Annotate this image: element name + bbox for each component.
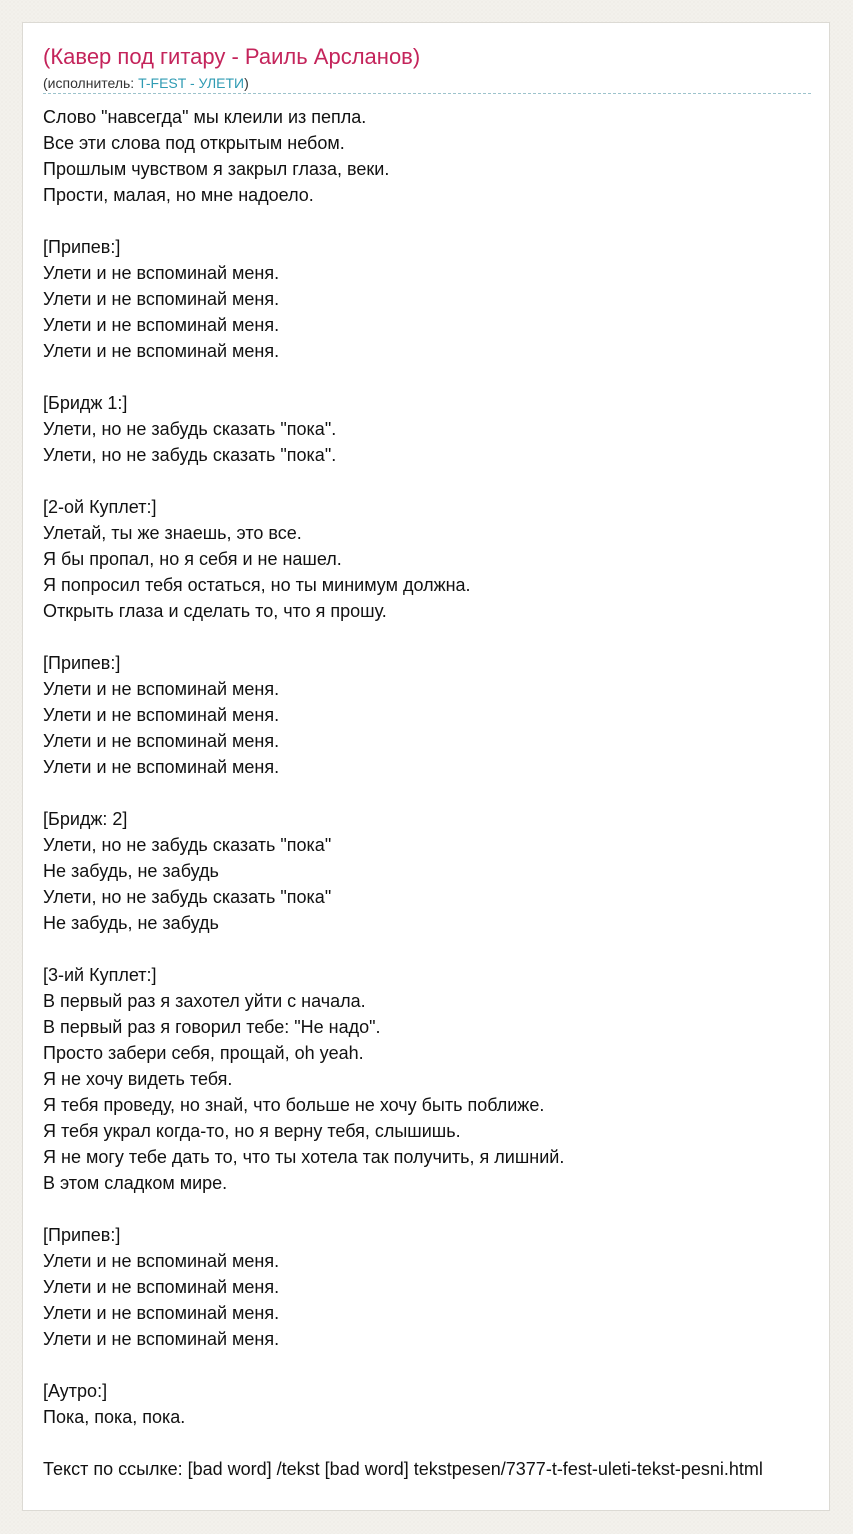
lyrics-text: Слово "навсегда" мы клеили из пепла. Все эти слова под открытым небом. Прошлым чувством я закрыл глаза, веки. Прости, малая, но мне надоело. [Припев:] Улети и не вспоминай меня. Улети и не вспоминай меня. Улети и не вспоминай меня. Улети и не вспоминай меня. [Бридж 1:] Улети, но не забудь сказать "пока". Улети, но не забудь сказать "пока". [2-ой Куплет:] Улетай, ты же знаешь, это все. Я бы пропал, но я себя и не нашел. Я попросил тебя остаться, но ты минимум должна. Открыть глаза и сделать то, что я прошу. [Припев:] Улети и не вспоминай меня. Улети и не вспоминай меня. Улети и не вспоминай меня. Улети и не вспоминай меня. [Бридж: 2] Улети, но не забудь сказать "пока" Не забудь, не забудь Улети, но не забудь сказать "пока" Не забудь, не забудь [3-ий Куплет:] В первый раз я захотел уйти с начала. В первый раз я говорил тебе: "Не надо". Просто забери себя, прощай, oh yeah. Я не хочу видеть тебя. Я тебя проведу, но знай, что больше не хочу быть поближе. Я тебя украл когда-то, но я верну тебя, слышишь. Я не могу тебе дать то, что ты хотела так получить, я лишний. В этом сладком мире. [Припев:] Улети и не вспоминай меня. Улети и не вспоминай меня. Улети и не вспоминай меня. Улети и не вспоминай меня. [Аутро:] Пока, пока, пока. [43,107,565,1427]
performer-prefix: (исполнитель: [43,75,139,91]
artist-link[interactable]: T-FEST [138,75,187,91]
lyrics-card [22,22,830,1511]
song-link[interactable] [186,75,244,91]
source-link-text: Текст по ссылке: [bad word] /tekst [bad word] tekstpesen/7377-t-fest-uleti-tekst-pesni.html [43,1459,763,1479]
title-divider [43,93,811,94]
page-title: (Кавер под гитару - Раиль Арсланов) [43,44,421,69]
song-link-label: УЛЕТИ [198,75,245,91]
link-separator: - [186,75,199,91]
performer-suffix: ) [244,75,249,91]
performer-line [43,74,249,92]
